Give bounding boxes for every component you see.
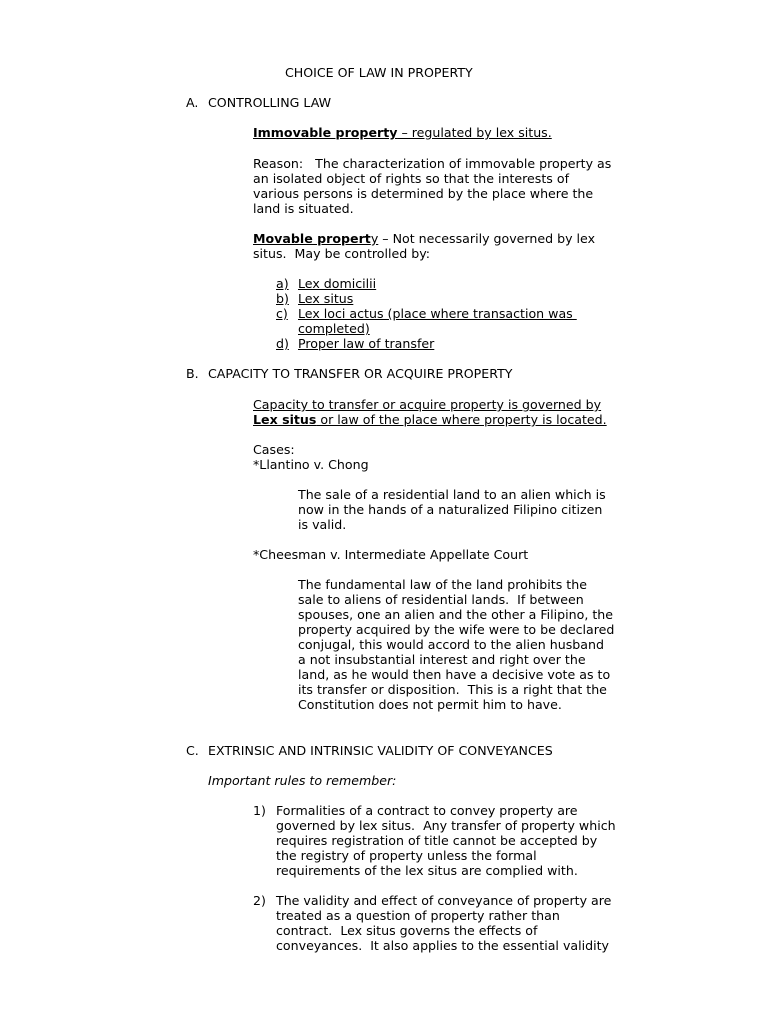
rule-text-line: Formalities of a contract to convey property are xyxy=(276,803,578,818)
cases-label: Cases: xyxy=(253,442,295,457)
capacity-line-2 xyxy=(253,412,607,427)
immovable-paragraph xyxy=(253,125,552,140)
page-title: CHOICE OF LAW IN PROPERTY xyxy=(285,65,473,80)
rule-text-line: requires registration of title cannot be accepted by xyxy=(276,833,598,848)
case-name: *Llantino v. Chong xyxy=(253,457,369,472)
case-text-line: The sale of a residential land to an alien which is xyxy=(298,487,606,502)
movable-paragraph xyxy=(253,231,595,246)
rule-text-line: treated as a question of property rather than xyxy=(276,908,560,923)
list-item: Lex situs xyxy=(298,291,354,306)
case-text-line: its transfer or disposition. This is a right that the xyxy=(298,682,607,697)
reason-line: various persons is determined by the place where the xyxy=(253,186,594,201)
list-item-label: a) xyxy=(276,276,289,291)
case-text-line: now in the hands of a naturalized Filipino citizen xyxy=(298,502,603,517)
movable-term-y: y xyxy=(370,231,379,246)
list-item: Proper law of transfer xyxy=(298,336,435,351)
section-c-heading: EXTRINSIC AND INTRINSIC VALIDITY OF CONVEYANCES xyxy=(208,743,553,758)
section-c-letter: C. xyxy=(186,743,199,758)
section-b-heading: CAPACITY TO TRANSFER OR ACQUIRE PROPERTY xyxy=(208,366,513,381)
case-text-line: is valid. xyxy=(298,517,347,532)
case-text-line: spouses, one an alien and the other a Filipino, the xyxy=(298,607,614,622)
list-item: Lex domicilii xyxy=(298,276,377,291)
rule-text-line: conveyances. It also applies to the essential validity xyxy=(276,938,609,953)
capacity-line-1: Capacity to transfer or acquire property is governed by xyxy=(253,397,602,412)
section-a-heading: CONTROLLING LAW xyxy=(208,95,332,110)
rule-text-line: the registry of property unless the formal xyxy=(276,848,537,863)
immovable-rest: – regulated by lex situs. xyxy=(397,125,552,140)
rule-text-line: requirements of the lex situs are complied with. xyxy=(276,863,578,878)
list-item-continuation: completed) xyxy=(298,321,370,336)
movable-rest: – Not necessarily governed by lex xyxy=(378,231,596,246)
section-a-letter: A. xyxy=(186,95,199,110)
reason-line: Reason: The characterization of immovable property as xyxy=(253,156,612,171)
case-name: *Cheesman v. Intermediate Appellate Court xyxy=(253,547,529,562)
reason-line: an isolated object of rights so that the interests of xyxy=(253,171,570,186)
rule-number: 1) xyxy=(253,803,266,818)
immovable-term: Immovable property xyxy=(253,125,398,140)
capacity-rest: or law of the place where property is located. xyxy=(316,412,607,427)
case-text-line: The fundamental law of the land prohibits the xyxy=(298,577,587,592)
list-item: Lex loci actus (place where transaction was xyxy=(298,306,577,321)
case-text-line: a not insubstantial interest and right over the xyxy=(298,652,586,667)
movable-line-2: situs. May be controlled by: xyxy=(253,246,431,261)
rule-text-line: The validity and effect of conveyance of property are xyxy=(276,893,612,908)
list-item-label: c) xyxy=(276,306,288,321)
case-text-line: Constitution does not permit him to have. xyxy=(298,697,562,712)
rule-number: 2) xyxy=(253,893,266,908)
section-b-letter: B. xyxy=(186,366,199,381)
reason-line: land is situated. xyxy=(253,201,354,216)
case-text-line: land, as he would then have a decisive vote as to xyxy=(298,667,611,682)
list-item-label: b) xyxy=(276,291,289,306)
list-item-label: d) xyxy=(276,336,289,351)
rules-label: Important rules to remember: xyxy=(208,773,397,788)
rule-text-line: governed by lex situs. Any transfer of property which xyxy=(276,818,616,833)
rule-text-line: contract. Lex situs governs the effects of xyxy=(276,923,538,938)
case-text-line: sale to aliens of residential lands. If between xyxy=(298,592,584,607)
case-text-line: conjugal, this would accord to the alien husband xyxy=(298,637,604,652)
capacity-bold-term: Lex situs xyxy=(253,412,317,427)
case-text-line: property acquired by the wife were to be declared xyxy=(298,622,615,637)
movable-term: Movable propert xyxy=(253,231,371,246)
